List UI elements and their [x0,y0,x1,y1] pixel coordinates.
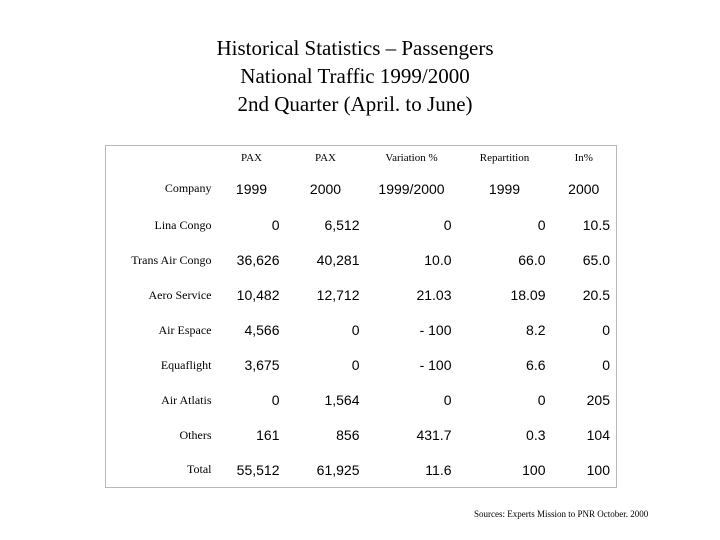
value-cell: 0 [602,357,610,373]
value-cell: 8.2 [526,322,546,338]
company-name-cell: Others [179,427,212,442]
title-line-2: National Traffic 1999/2000 [240,64,470,88]
company-name-cell: Air Espace [158,322,212,337]
value-cell: 100 [586,461,610,478]
header-cell-company: Company [164,181,212,195]
company-name-cell: Trans Air Congo [131,252,212,267]
value-cell: 0 [443,217,452,233]
table-row [106,383,617,418]
value-cell: 21.03 [416,287,452,303]
value-cell: - 100 [419,357,452,373]
value-cell: 20.5 [582,287,610,303]
value-cell: 61,925 [316,461,360,478]
header-cell: 2000 [309,180,342,197]
table-row [106,278,617,313]
header-cell: Variation % [385,151,438,164]
passenger-statistics-table [105,145,617,488]
header-cell: 1999 [235,180,268,197]
header-cell [106,146,218,170]
value-cell: 0 [443,392,452,408]
table-row [106,208,617,243]
value-cell: 100 [522,461,546,478]
value-cell: 0.3 [526,427,546,443]
header-cell: PAX [315,151,336,164]
value-cell: 0 [602,322,610,338]
value-cell: 11.6 [425,461,452,478]
source-note: Sources: Experts Mission to PNR October. 2000 [474,509,649,519]
value-cell: 66.0 [518,252,546,268]
value-cell: 65.0 [582,252,610,268]
value-cell: 10.0 [424,252,452,268]
value-cell: - 100 [419,322,452,338]
value-cell: 0 [351,357,360,373]
value-cell: 10.5 [582,217,610,233]
value-cell: 6.6 [526,357,546,373]
value-cell: 431.7 [416,427,452,443]
value-cell: 12,712 [316,287,360,303]
value-cell: 104 [586,427,610,443]
value-cell: 0 [537,392,546,408]
header-row-period [106,170,617,208]
value-cell: 6,512 [324,217,360,233]
company-name-cell: Aero Service [148,287,212,302]
table-row [106,313,617,348]
value-cell: 40,281 [316,252,360,268]
value-cell: 55,512 [236,461,280,478]
company-name-cell: Equaflight [160,357,212,372]
value-cell: 0 [271,217,280,233]
value-cell: 0 [351,322,360,338]
value-cell: 1,564 [324,392,360,408]
value-cell: 856 [336,427,360,443]
value-cell: 10,482 [236,287,280,303]
table-row [106,418,617,453]
value-cell: 3,675 [244,357,280,373]
value-cell: 205 [586,392,610,408]
header-cell: 2000 [568,180,600,197]
company-name-cell: Total [187,462,212,477]
value-cell: 18.09 [510,287,546,303]
value-cell: 161 [256,427,280,443]
table-row [106,348,617,383]
header-cell: PAX [241,151,262,164]
header-cell: In% [574,151,593,164]
header-row-measure [106,146,617,170]
document-title [0,34,710,118]
header-cell: 1999 [488,180,521,197]
title-line-3: 2nd Quarter (April. to June) [237,92,473,116]
header-cell: Repartition [479,151,530,164]
table-row [106,453,617,488]
value-cell: 0 [537,217,546,233]
title-line-1: Historical Statistics – Passengers [216,36,494,60]
company-name-cell: Lina Congo [154,217,212,232]
header-cell: 1999/2000 [378,180,445,197]
value-cell: 4,566 [244,322,280,338]
value-cell: 0 [271,392,280,408]
company-name-cell: Air Atlatis [161,392,212,407]
table-row [106,243,617,278]
value-cell: 36,626 [236,252,280,268]
